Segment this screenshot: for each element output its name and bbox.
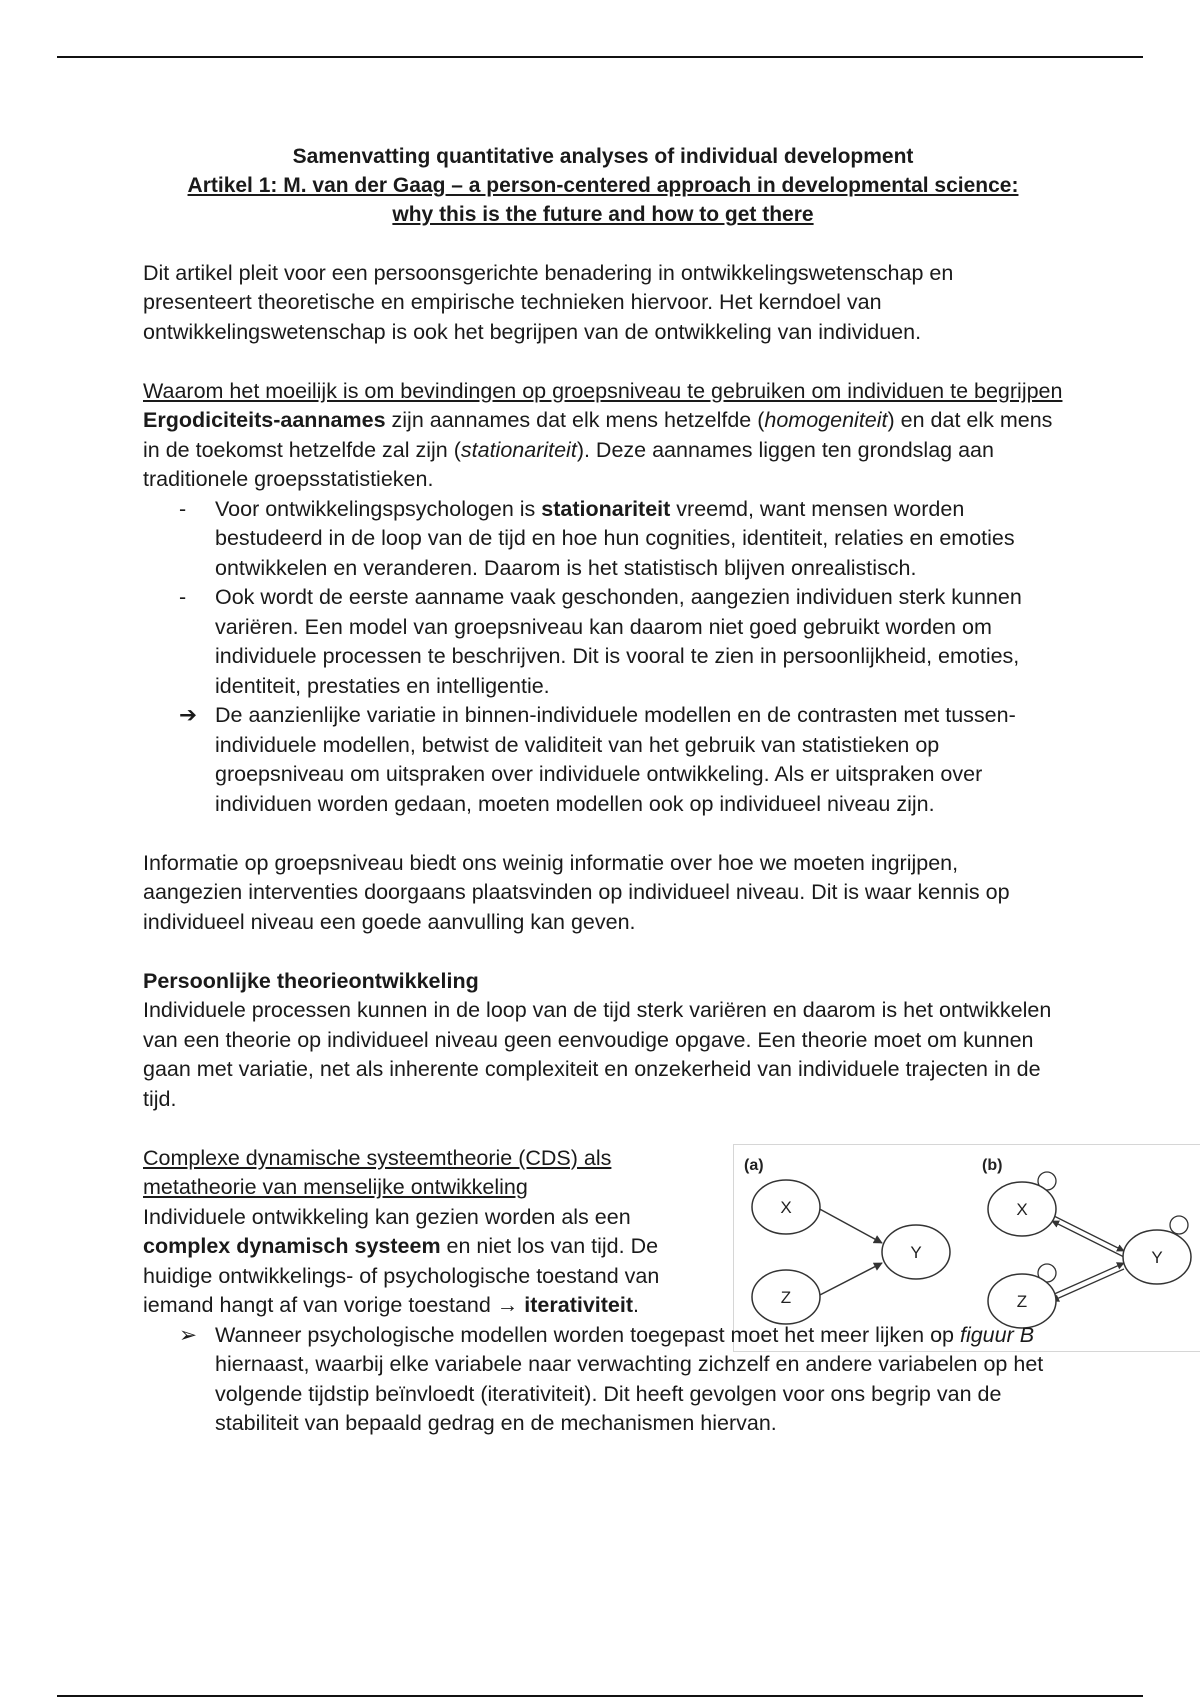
- title-line-3: why this is the future and how to get there: [392, 203, 814, 226]
- section-heading-ergodicity: Waarom het moeilijk is om bevindingen op groepsniveau te gebruiken om individuen te begrijpen: [143, 378, 1063, 403]
- dash-marker: -: [179, 585, 187, 609]
- list-item: ➢ Wanneer psychologische modellen worden toegepast moet het meer lijken op figuur B hiernaast, waarbij elke variabele naar verwachting zichzelf en andere variabelen op het volgende tijdstip beïnvloedt (iterativiteit). Dit heeft gevolgen voor ons begrip van de stabiliteit van bepaald gedrag en de mechanismen hiervan.: [179, 1322, 1044, 1435]
- node-y-label: Y: [910, 1242, 922, 1262]
- cds-section: [143, 1144, 1163, 1439]
- node-x-label: X: [1016, 1199, 1028, 1219]
- edge-z-y: [816, 1263, 882, 1297]
- list-item: - Voor ontwikkelingspsychologen is stationariteit vreemd, want mensen worden bestudeerd in de loop van de tijd en hoe hun cognities, identiteit, relaties en emoties ontwikkelen en veranderen. Daarom is het statistisch blijven onrealistisch.: [179, 496, 1015, 580]
- theory-paragraph: Individuele processen kunnen in de loop van de tijd sterk variëren en daarom is het ontwikkelen van een theorie op individueel niveau geen eenvoudige opgave. Een theorie moet om kunnen gaan met variatie, net als inherente complexiteit en onzekerheid van individuele trajecten in de tijd.: [143, 998, 1052, 1111]
- cds-bullets: [143, 1321, 1063, 1439]
- document-title: [143, 142, 1063, 229]
- edge-x-y: [1052, 1215, 1124, 1251]
- edge-z-y: [1052, 1263, 1124, 1295]
- list-item: ➔ De aanzienlijke variatie in binnen-individuele modellen en de contrasten met tussen-individuele modellen, betwist de validiteit van het gebruik van statistieken op groepsniveau om uitspraken over individuele ontwikkeling. Als er uitspraken over individuen worden gedaan, moeten modellen ook op individueel niveau zijn.: [179, 703, 1016, 816]
- panel-b-label: (b): [982, 1156, 1003, 1174]
- node-z-label: Z: [780, 1287, 792, 1307]
- title-line-2: Artikel 1: M. van der Gaag – a person-centered approach in developmental science:: [187, 174, 1019, 197]
- cds-paragraph: Individuele ontwikkeling kan gezien worden als een complex dynamisch systeem en niet los van tijd. De huidige ontwikkelings- of psychologische toestand van iemand hangt af van vorige toestand → iterativiteit.: [143, 1204, 660, 1317]
- intro-paragraph: Dit artikel pleit voor een persoonsgerichte benadering in ontwikkelingswetenschap en presenteert theoretische en empirische technieken hiervoor. Het kerndoel van ontwikkelingswetenschap is ook het begrijpen van de ontwikkeling van individuen.: [143, 260, 954, 344]
- edge-x-y: [816, 1207, 882, 1243]
- node-z-label: Z: [1016, 1291, 1028, 1311]
- panel-a-label: (a): [744, 1156, 764, 1174]
- node-x-label: X: [780, 1197, 792, 1217]
- term-ergodicity: Ergodiciteits-aannames: [143, 408, 386, 432]
- list-item: - Ook wordt de eerste aanname vaak geschonden, aangezien individuen sterk kunnen variëren. Een model van groepsniveau kan daarom niet goed gebruikt worden om individuele processen te beschrijven. Dit is vooral te zien in persoonlijkheid, emoties, identiteit, prestaties en intelligentie.: [179, 585, 1022, 698]
- edge-y-z: [1052, 1269, 1124, 1301]
- document-body: [143, 142, 1163, 1439]
- footer-rule: [57, 1695, 1143, 1697]
- arrowhead-bullet-icon: ➢: [179, 1322, 198, 1347]
- title-line-1: Samenvatting quantitative analyses of individual development: [292, 145, 914, 168]
- ergodicity-bullets: [143, 495, 1063, 820]
- section-heading-cds: Complexe dynamische systeemtheorie (CDS) als metatheorie van menselijke ontwikkeling: [143, 1145, 612, 1199]
- self-loop-y: [1170, 1216, 1188, 1234]
- dash-marker: -: [179, 496, 187, 521]
- ergodicity-paragraph: Ergodiciteits-aannames zijn aannames dat elk mens hetzelfde (homogeniteit) en dat elk mens in de toekomst hetzelfde zal zijn (stationariteit). Deze aannames liggen ten grondslag aan traditionele groepsstatistieken.: [143, 408, 1053, 491]
- node-y-label: Y: [1151, 1247, 1163, 1267]
- edge-y-x: [1052, 1221, 1124, 1257]
- header-rule: [57, 56, 1143, 58]
- group-level-paragraph: Informatie op groepsniveau biedt ons weinig informatie over hoe we moeten ingrijpen, aangezien interventies doorgaans plaatsvinden op individueel niveau. Dit is waar kennis op individueel niveau een goede aanvulling kan geven.: [143, 850, 1010, 934]
- section-heading-theory: Persoonlijke theorieontwikkeling: [143, 968, 479, 993]
- arrow-right-icon: ➔: [179, 703, 198, 727]
